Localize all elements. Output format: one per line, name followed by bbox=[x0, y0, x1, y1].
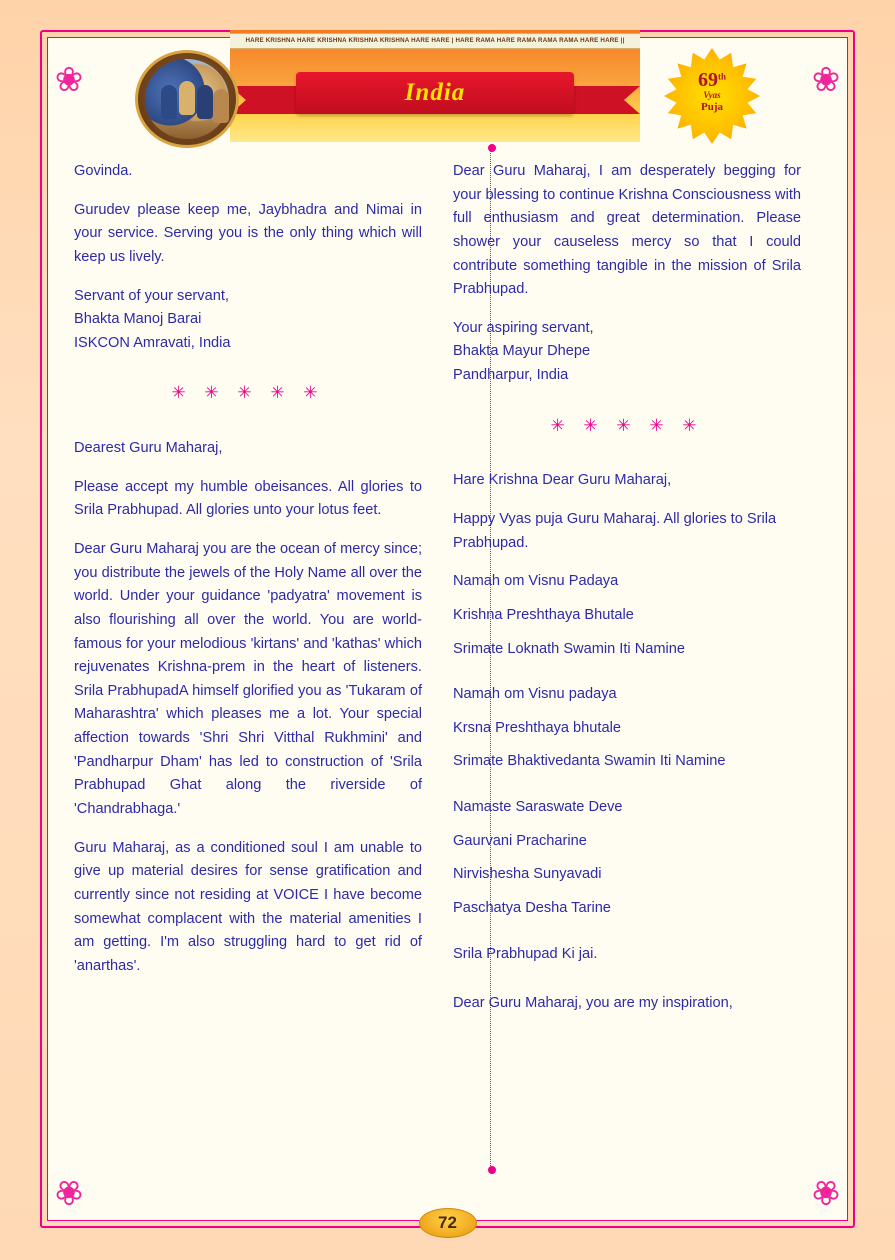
signature-line: Your aspiring servant, bbox=[453, 319, 594, 336]
salutation: Hare Krishna Dear Guru Maharaj, bbox=[453, 472, 672, 489]
deity-figure bbox=[197, 85, 213, 119]
salutation: Dearest Guru Maharaj, bbox=[74, 440, 223, 457]
right-text-column bbox=[453, 160, 801, 1031]
corner-flourish-icon: ❀ bbox=[54, 1173, 84, 1211]
badge-line-puja: Puja bbox=[701, 101, 723, 114]
page-number-badge: 72 bbox=[419, 1208, 477, 1238]
paragraph: Govinda. bbox=[74, 163, 133, 179]
signature-location: ISKCON Amravati, India bbox=[74, 334, 231, 351]
ribbon-banner bbox=[296, 72, 574, 114]
verse-line: Srimate Loknath Swamin Iti Namine bbox=[453, 640, 685, 657]
flower-separator: ✳ ✳ ✳ ✳ ✳ bbox=[550, 415, 704, 435]
prayer-verse bbox=[453, 796, 801, 921]
badge-ordinal: th bbox=[717, 71, 726, 82]
verse-line: Krsna Preshthaya bhutale bbox=[453, 719, 621, 736]
signature-location: Pandharpur, India bbox=[453, 367, 569, 384]
paragraph: Gurudev please keep me, Jaybhadra and Nimai in your service. Serving you is the only thing which will keep us lively. bbox=[74, 201, 422, 265]
signature-name: Bhakta Manoj Barai bbox=[74, 311, 202, 328]
vyas-puja-badge-text bbox=[664, 70, 760, 114]
prayer-verse bbox=[453, 683, 801, 774]
deities-image bbox=[145, 59, 229, 139]
verse-line: Namaste Saraswate Deve bbox=[453, 799, 623, 816]
vyas-puja-badge bbox=[664, 48, 760, 144]
deity-figure bbox=[179, 81, 195, 115]
corner-flourish-icon: ❀ bbox=[54, 61, 84, 99]
page-content bbox=[60, 160, 835, 1170]
verse-line: Nirvishesha Sunyavadi bbox=[453, 866, 602, 883]
signature-block bbox=[453, 317, 801, 388]
paragraph: Dear Guru Maharaj, you are my inspiration, bbox=[453, 995, 733, 1012]
page-header bbox=[135, 30, 760, 142]
deity-figure bbox=[161, 85, 177, 119]
paragraph: Srila Prabhupad Ki jai. bbox=[453, 945, 598, 962]
verse-line: Paschatya Desha Tarine bbox=[453, 899, 611, 916]
verse-line: Srimate Bhaktivedanta Swamin Iti Namine bbox=[453, 753, 726, 770]
verse-line: Namah om Visnu padaya bbox=[453, 686, 617, 703]
left-text-column bbox=[74, 160, 422, 993]
signature-name: Bhakta Mayur Dhepe bbox=[453, 343, 591, 360]
paragraph: Please accept my humble obeisances. All glories to Srila Prabhupad. All glories unto your lotus feet. bbox=[74, 478, 422, 519]
signature-block bbox=[74, 285, 422, 356]
signature-line: Servant of your servant, bbox=[74, 287, 229, 304]
verse-line: Gaurvani Pracharine bbox=[453, 832, 587, 849]
verse-line: Krishna Preshthaya Bhutale bbox=[453, 606, 634, 623]
country-title: India bbox=[404, 79, 466, 106]
flower-separator: ✳ ✳ ✳ ✳ ✳ bbox=[171, 383, 325, 403]
maha-mantra-text: HARE KRISHNA HARE KRISHNA KRISHNA KRISHNA HARE HARE | HARE RAMA HARE RAMA RAMA RAMA HARE HARE || bbox=[230, 33, 640, 49]
paragraph: Dear Guru Maharaj you are the ocean of mercy since; you distribute the jewels of the Holy Name all over the world. Under your guidance 'padyatra' movement is also flourishing all over the world. You are world-famous for your melodious 'kirtans' and 'kathas' which rejuvenates Krishna-prem in the heart of listeners. Srila PrabhupadA himself glorified you as 'Tukaram of Maharashtra' which pleases me a lot. Your special affection towards 'Shri Shri Vitthal Rukhmini' and 'Pandharpur Dham' has led to construction of 'Srila Prabhupad Ghat along the riverside of 'Chandrabhaga.' bbox=[74, 540, 422, 817]
deities-photo-medallion bbox=[135, 50, 239, 148]
paragraph: Happy Vyas puja Guru Maharaj. All glories to Srila Prabhupad. bbox=[453, 510, 777, 551]
corner-flourish-icon: ❀ bbox=[811, 61, 841, 99]
deity-figure bbox=[213, 89, 229, 123]
paragraph: Guru Maharaj, as a conditioned soul I am unable to give up material desires for sense gratification and currently since not residing at VOICE I have become somewhat complacent with the material amenities I am getting. I'm also struggling hard to get rid of 'anarthas'. bbox=[74, 839, 422, 974]
corner-flourish-icon: ❀ bbox=[811, 1173, 841, 1211]
badge-line-vyas: Vyas bbox=[703, 90, 721, 100]
badge-number: 69 bbox=[697, 69, 718, 91]
paragraph: Dear Guru Maharaj, I am desperately begging for your blessing to continue Krishna Consciousness with full enthusiasm and great determination. Please shower your causeless mercy so that I could contribute something tangible in the mission of Srila Prabhupad. bbox=[453, 163, 802, 298]
prayer-verse bbox=[453, 570, 801, 661]
country-ribbon bbox=[230, 68, 640, 120]
verse-line: Namah om Visnu Padaya bbox=[453, 573, 619, 590]
